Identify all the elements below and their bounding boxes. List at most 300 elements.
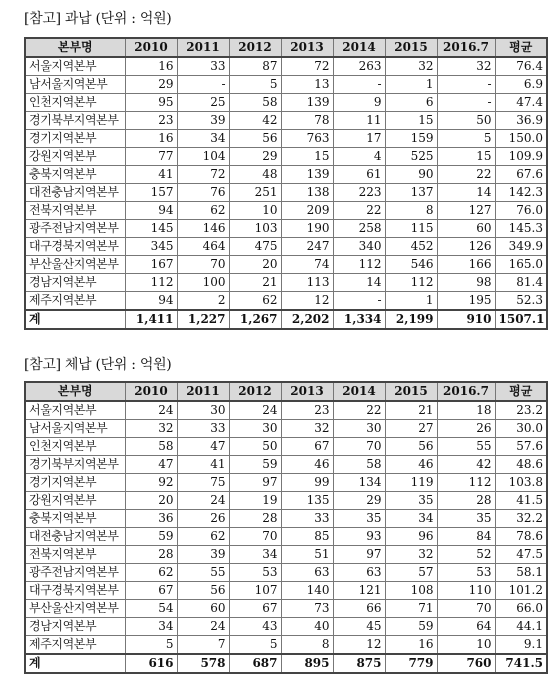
value-cell: 84 [437,528,495,546]
branch-name-cell: 대구경북지역본부 [25,582,125,600]
value-cell: 4 [333,148,385,166]
value-cell: 165.0 [495,256,547,274]
value-cell: 6.9 [495,76,547,94]
overpayment-section-title: [참고] 과납 (단위 : 억원) [24,11,172,27]
total-value-cell: 687 [229,654,281,673]
value-cell: 67 [229,600,281,618]
value-cell: 47 [125,456,177,474]
branch-name-cell: 부산울산지역본부 [25,600,125,618]
column-header: 2012 [229,38,281,57]
value-cell: 23.2 [495,401,547,420]
value-cell: 5 [437,130,495,148]
table-row [25,582,547,600]
value-cell: 22 [333,401,385,420]
table-row [25,456,547,474]
value-cell: 78 [281,112,333,130]
column-header: 2010 [125,382,177,401]
table-row [25,600,547,618]
total-value-cell: 741.5 [495,654,547,673]
value-cell: 112 [385,274,437,292]
value-cell: 55 [437,438,495,456]
value-cell: 67 [281,438,333,456]
value-cell: 58.1 [495,564,547,582]
table-row [25,166,547,184]
table-row [25,57,547,76]
value-cell: 32 [385,57,437,76]
column-header: 2013 [281,382,333,401]
value-cell: 58 [125,438,177,456]
table-row [25,636,547,655]
value-cell: 53 [229,564,281,582]
table-row [25,112,547,130]
value-cell: 46 [281,456,333,474]
table-row [25,202,547,220]
value-cell: 263 [333,57,385,76]
value-cell: 145 [125,220,177,238]
table-row [25,274,547,292]
value-cell: 30 [229,420,281,438]
value-cell: 525 [385,148,437,166]
value-cell: 28 [229,510,281,528]
value-cell: 47.5 [495,546,547,564]
value-cell: 33 [177,57,229,76]
value-cell: 209 [281,202,333,220]
value-cell: - [437,76,495,94]
table-row [25,148,547,166]
value-cell: 21 [229,274,281,292]
value-cell: 98 [437,274,495,292]
value-cell: 94 [125,202,177,220]
column-header: 2016.7 [437,382,495,401]
value-cell: 34 [177,130,229,148]
value-cell: 90 [385,166,437,184]
value-cell: 22 [333,202,385,220]
value-cell: 5 [125,636,177,655]
value-cell: 107 [229,582,281,600]
total-value-cell: 760 [437,654,495,673]
branch-name-cell: 서울지역본부 [25,401,125,420]
value-cell: 81.4 [495,274,547,292]
value-cell: 8 [385,202,437,220]
value-cell: 16 [385,636,437,655]
table-row [25,401,547,420]
value-cell: 16 [125,130,177,148]
value-cell: 48.6 [495,456,547,474]
branch-name-cell: 경기지역본부 [25,130,125,148]
value-cell: 42 [437,456,495,474]
value-cell: 96 [385,528,437,546]
value-cell: 34 [229,546,281,564]
value-cell: 150.0 [495,130,547,148]
value-cell: 29 [333,492,385,510]
value-cell: 51 [281,546,333,564]
total-value-cell: 895 [281,654,333,673]
value-cell: 32.2 [495,510,547,528]
value-cell: 7 [177,636,229,655]
column-header: 2010 [125,38,177,57]
column-header-branch: 본부명 [25,38,125,57]
value-cell: 59 [229,456,281,474]
value-cell: 139 [281,166,333,184]
value-cell: 145.3 [495,220,547,238]
value-cell: 36.9 [495,112,547,130]
value-cell: 71 [385,600,437,618]
table-row [25,420,547,438]
table-row [25,130,547,148]
table-row [25,238,547,256]
value-cell: 26 [437,420,495,438]
branch-name-cell: 인천지역본부 [25,438,125,456]
value-cell: 62 [229,292,281,311]
value-cell: 167 [125,256,177,274]
value-cell: 126 [437,238,495,256]
table-header-row [25,38,547,57]
total-value-cell: 1,411 [125,310,177,329]
value-cell: 101.2 [495,582,547,600]
value-cell: 115 [385,220,437,238]
value-cell: 20 [229,256,281,274]
value-cell: 47 [177,438,229,456]
value-cell: - [437,94,495,112]
value-cell: 67 [125,582,177,600]
total-value-cell: 2,199 [385,310,437,329]
value-cell: 70 [333,438,385,456]
value-cell: 10 [437,636,495,655]
branch-name-cell: 대전충남지역본부 [25,184,125,202]
value-cell: 190 [281,220,333,238]
value-cell: 78.6 [495,528,547,546]
value-cell: - [333,292,385,311]
value-cell: 60 [437,220,495,238]
value-cell: 345 [125,238,177,256]
value-cell: 10 [229,202,281,220]
value-cell: 475 [229,238,281,256]
value-cell: 12 [333,636,385,655]
value-cell: 112 [437,474,495,492]
value-cell: 70 [437,600,495,618]
value-cell: 159 [385,130,437,148]
value-cell: 57.6 [495,438,547,456]
branch-name-cell: 경기북부지역본부 [25,456,125,474]
value-cell: 50 [437,112,495,130]
value-cell: 21 [385,401,437,420]
table-row [25,474,547,492]
value-cell: 39 [177,546,229,564]
value-cell: 2 [177,292,229,311]
value-cell: 24 [177,618,229,636]
value-cell: 46 [385,456,437,474]
value-cell: 67.6 [495,166,547,184]
value-cell: 12 [281,292,333,311]
value-cell: 36 [125,510,177,528]
value-cell: 75 [177,474,229,492]
value-cell: 142.3 [495,184,547,202]
value-cell: 41 [125,166,177,184]
value-cell: 41.5 [495,492,547,510]
value-cell: 20 [125,492,177,510]
value-cell: 58 [333,456,385,474]
total-row [25,654,547,673]
value-cell: 76.4 [495,57,547,76]
table-row [25,292,547,311]
value-cell: 40 [281,618,333,636]
value-cell: 85 [281,528,333,546]
branch-name-cell: 광주전남지역본부 [25,564,125,582]
table-row [25,546,547,564]
value-cell: 76 [177,184,229,202]
value-cell: 6 [385,94,437,112]
value-cell: 14 [333,274,385,292]
value-cell: 140 [281,582,333,600]
value-cell: 59 [385,618,437,636]
value-cell: 58 [229,94,281,112]
branch-name-cell: 경남지역본부 [25,618,125,636]
value-cell: 45 [333,618,385,636]
column-header: 2012 [229,382,281,401]
value-cell: 103 [229,220,281,238]
value-cell: 99 [281,474,333,492]
value-cell: - [333,76,385,94]
branch-name-cell: 제주지역본부 [25,636,125,655]
branch-name-cell: 제주지역본부 [25,292,125,311]
value-cell: 93 [333,528,385,546]
table-row [25,438,547,456]
table-row [25,510,547,528]
value-cell: 32 [385,546,437,564]
column-header: 2011 [177,382,229,401]
branch-name-cell: 경기지역본부 [25,474,125,492]
value-cell: 112 [125,274,177,292]
value-cell: 223 [333,184,385,202]
table-row [25,220,547,238]
branch-name-cell: 경남지역본부 [25,274,125,292]
column-header: 2014 [333,382,385,401]
value-cell: 28 [437,492,495,510]
total-value-cell: 779 [385,654,437,673]
value-cell: 87 [229,57,281,76]
value-cell: 56 [177,582,229,600]
branch-name-cell: 충북지역본부 [25,166,125,184]
branch-name-cell: 충북지역본부 [25,510,125,528]
column-header-branch: 본부명 [25,382,125,401]
arrears-table [24,381,548,674]
value-cell: 16 [125,57,177,76]
value-cell: 72 [177,166,229,184]
value-cell: 29 [229,148,281,166]
value-cell: 24 [177,492,229,510]
value-cell: 47.4 [495,94,547,112]
value-cell: 32 [125,420,177,438]
column-header: 2015 [385,38,437,57]
branch-name-cell: 전북지역본부 [25,202,125,220]
value-cell: 32 [437,57,495,76]
value-cell: 112 [333,256,385,274]
value-cell: 53 [437,564,495,582]
value-cell: 59 [125,528,177,546]
value-cell: 39 [177,112,229,130]
value-cell: 62 [125,564,177,582]
branch-name-cell: 대전충남지역본부 [25,528,125,546]
column-header: 2014 [333,38,385,57]
column-header: 2011 [177,38,229,57]
table-row [25,94,547,112]
value-cell: 48 [229,166,281,184]
value-cell: 138 [281,184,333,202]
value-cell: 42 [229,112,281,130]
total-value-cell: 578 [177,654,229,673]
value-cell: 72 [281,57,333,76]
value-cell: 70 [229,528,281,546]
value-cell: 108 [385,582,437,600]
value-cell: 95 [125,94,177,112]
value-cell: 110 [437,582,495,600]
value-cell: 35 [333,510,385,528]
value-cell: 66 [333,600,385,618]
value-cell: 15 [437,148,495,166]
value-cell: 9.1 [495,636,547,655]
value-cell: 1 [385,76,437,94]
value-cell: 19 [229,492,281,510]
value-cell: 9 [333,94,385,112]
value-cell: 62 [177,528,229,546]
column-header: 2013 [281,38,333,57]
value-cell: 30.0 [495,420,547,438]
total-label-cell: 계 [25,654,125,673]
value-cell: 52 [437,546,495,564]
value-cell: 35 [437,510,495,528]
value-cell: 166 [437,256,495,274]
value-cell: 349.9 [495,238,547,256]
total-value-cell: 1,334 [333,310,385,329]
value-cell: 27 [385,420,437,438]
value-cell: 127 [437,202,495,220]
branch-name-cell: 경기북부지역본부 [25,112,125,130]
value-cell: 56 [229,130,281,148]
value-cell: 74 [281,256,333,274]
table-row [25,76,547,94]
value-cell: 13 [281,76,333,94]
value-cell: 22 [437,166,495,184]
branch-name-cell: 인천지역본부 [25,94,125,112]
value-cell: 14 [437,184,495,202]
value-cell: 30 [177,401,229,420]
value-cell: 33 [177,420,229,438]
value-cell: 247 [281,238,333,256]
value-cell: 63 [281,564,333,582]
value-cell: 546 [385,256,437,274]
value-cell: 25 [177,94,229,112]
value-cell: 5 [229,76,281,94]
value-cell: 251 [229,184,281,202]
value-cell: 24 [229,401,281,420]
total-value-cell: 616 [125,654,177,673]
table-row [25,184,547,202]
table-row [25,564,547,582]
value-cell: 100 [177,274,229,292]
value-cell: 70 [177,256,229,274]
value-cell: 1 [385,292,437,311]
value-cell: 8 [281,636,333,655]
branch-name-cell: 강원지역본부 [25,492,125,510]
value-cell: 452 [385,238,437,256]
value-cell: 109.9 [495,148,547,166]
branch-name-cell: 서울지역본부 [25,57,125,76]
value-cell: 24 [125,401,177,420]
value-cell: 258 [333,220,385,238]
total-label-cell: 계 [25,310,125,329]
value-cell: 43 [229,618,281,636]
value-cell: 97 [229,474,281,492]
value-cell: 5 [229,636,281,655]
branch-name-cell: 전북지역본부 [25,546,125,564]
value-cell: 94 [125,292,177,311]
arrears-section-title: [참고] 체납 (단위 : 억원) [24,357,172,373]
value-cell: 18 [437,401,495,420]
value-cell: 30 [333,420,385,438]
value-cell: 29 [125,76,177,94]
value-cell: 134 [333,474,385,492]
column-header: 평균 [495,38,547,57]
value-cell: 50 [229,438,281,456]
table-row [25,528,547,546]
total-value-cell: 2,202 [281,310,333,329]
column-header: 평균 [495,382,547,401]
total-row [25,310,547,329]
value-cell: 34 [385,510,437,528]
value-cell: 63 [333,564,385,582]
value-cell: 61 [333,166,385,184]
value-cell: 464 [177,238,229,256]
value-cell: 113 [281,274,333,292]
value-cell: 66.0 [495,600,547,618]
value-cell: 57 [385,564,437,582]
value-cell: 97 [333,546,385,564]
value-cell: 73 [281,600,333,618]
table-row [25,492,547,510]
table-header-row [25,382,547,401]
column-header: 2016.7 [437,38,495,57]
value-cell: 92 [125,474,177,492]
value-cell: 11 [333,112,385,130]
value-cell: 119 [385,474,437,492]
value-cell: 17 [333,130,385,148]
branch-name-cell: 부산울산지역본부 [25,256,125,274]
value-cell: 15 [281,148,333,166]
value-cell: 33 [281,510,333,528]
total-value-cell: 1,227 [177,310,229,329]
value-cell: 35 [385,492,437,510]
value-cell: 28 [125,546,177,564]
value-cell: 23 [125,112,177,130]
value-cell: 103.8 [495,474,547,492]
value-cell: 104 [177,148,229,166]
total-value-cell: 1,267 [229,310,281,329]
total-value-cell: 1507.1 [495,310,547,329]
value-cell: 44.1 [495,618,547,636]
branch-name-cell: 광주전남지역본부 [25,220,125,238]
value-cell: 54 [125,600,177,618]
value-cell: 121 [333,582,385,600]
value-cell: 763 [281,130,333,148]
value-cell: 60 [177,600,229,618]
column-header: 2015 [385,382,437,401]
value-cell: 62 [177,202,229,220]
value-cell: 26 [177,510,229,528]
total-value-cell: 910 [437,310,495,329]
value-cell: 137 [385,184,437,202]
table-row [25,256,547,274]
value-cell: 195 [437,292,495,311]
